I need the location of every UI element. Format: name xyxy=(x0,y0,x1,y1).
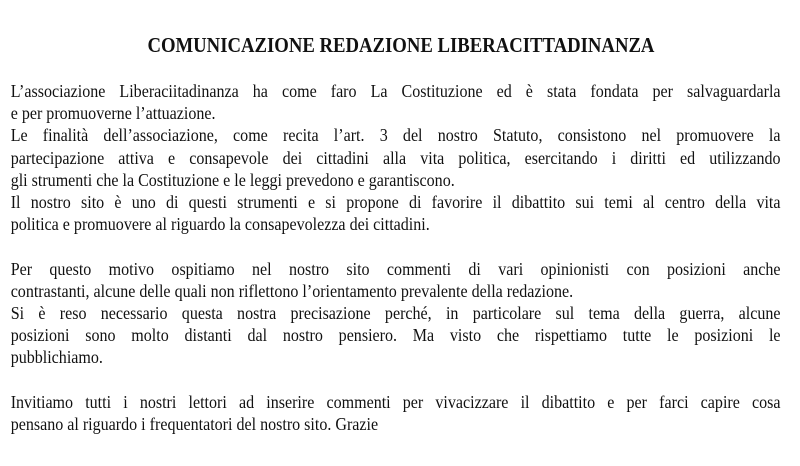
paragraph-5 xyxy=(11,302,781,369)
text-line: Si è reso necessario questa nostra precisazione perché, in particolare sul tema della guerra, alcune xyxy=(10,303,781,324)
text-line: politica e promuovere al riguardo la consapevolezza dei cittadini. xyxy=(10,214,430,235)
text-line: Per questo motivo ospitiamo nel nostro sito commenti di vari opinionisti con posizioni anche xyxy=(10,258,781,279)
paragraph-6 xyxy=(11,391,781,435)
paragraph-4 xyxy=(11,258,781,302)
text-line: contrastanti, alcune delle quali non riflettono l’orientamento prevalente della redazione. xyxy=(10,280,574,301)
text-line: L’associazione Liberaciitadinanza ha come faro La Costituzione ed è stata fondata per salvaguardarla xyxy=(10,81,781,101)
paragraph-2 xyxy=(11,124,781,191)
paragraph-1 xyxy=(11,80,781,124)
text-line: Invitiamo tutti i nostri lettori ad inserire commenti per vivacizzare il dibattito e per farci capire cosa xyxy=(10,391,781,412)
paragraph-3 xyxy=(11,191,781,235)
text-line: e per promuoverne l’attuazione. xyxy=(10,103,216,124)
document-title: COMUNICAZIONE REDAZIONE LIBERACITTADINANZA xyxy=(147,33,655,57)
text-line: gli strumenti che la Costituzione e le leggi prevedono e garantiscono. xyxy=(10,169,455,190)
text-line: pensano al riguardo i frequentatori del nostro sito. Grazie xyxy=(10,414,379,435)
text-line: Il nostro sito è uno di questi strumenti e si propone di favorire il dibattito sui temi al centro della vita xyxy=(10,192,781,213)
text-line: posizioni sono molto distanti dal nostro pensiero. Ma visto che rispettiamo tutte le posizioni le xyxy=(10,325,781,346)
document-body xyxy=(11,80,781,435)
text-line: pubblichiamo. xyxy=(10,347,103,368)
text-line: Le finalità dell’associazione, come recita l’art. 3 del nostro Statuto, consistono nel promuovere la xyxy=(10,125,781,146)
text-line: partecipazione attiva e consapevole dei cittadini alla vita politica, esercitando i diritti ed utilizzando xyxy=(10,147,781,168)
